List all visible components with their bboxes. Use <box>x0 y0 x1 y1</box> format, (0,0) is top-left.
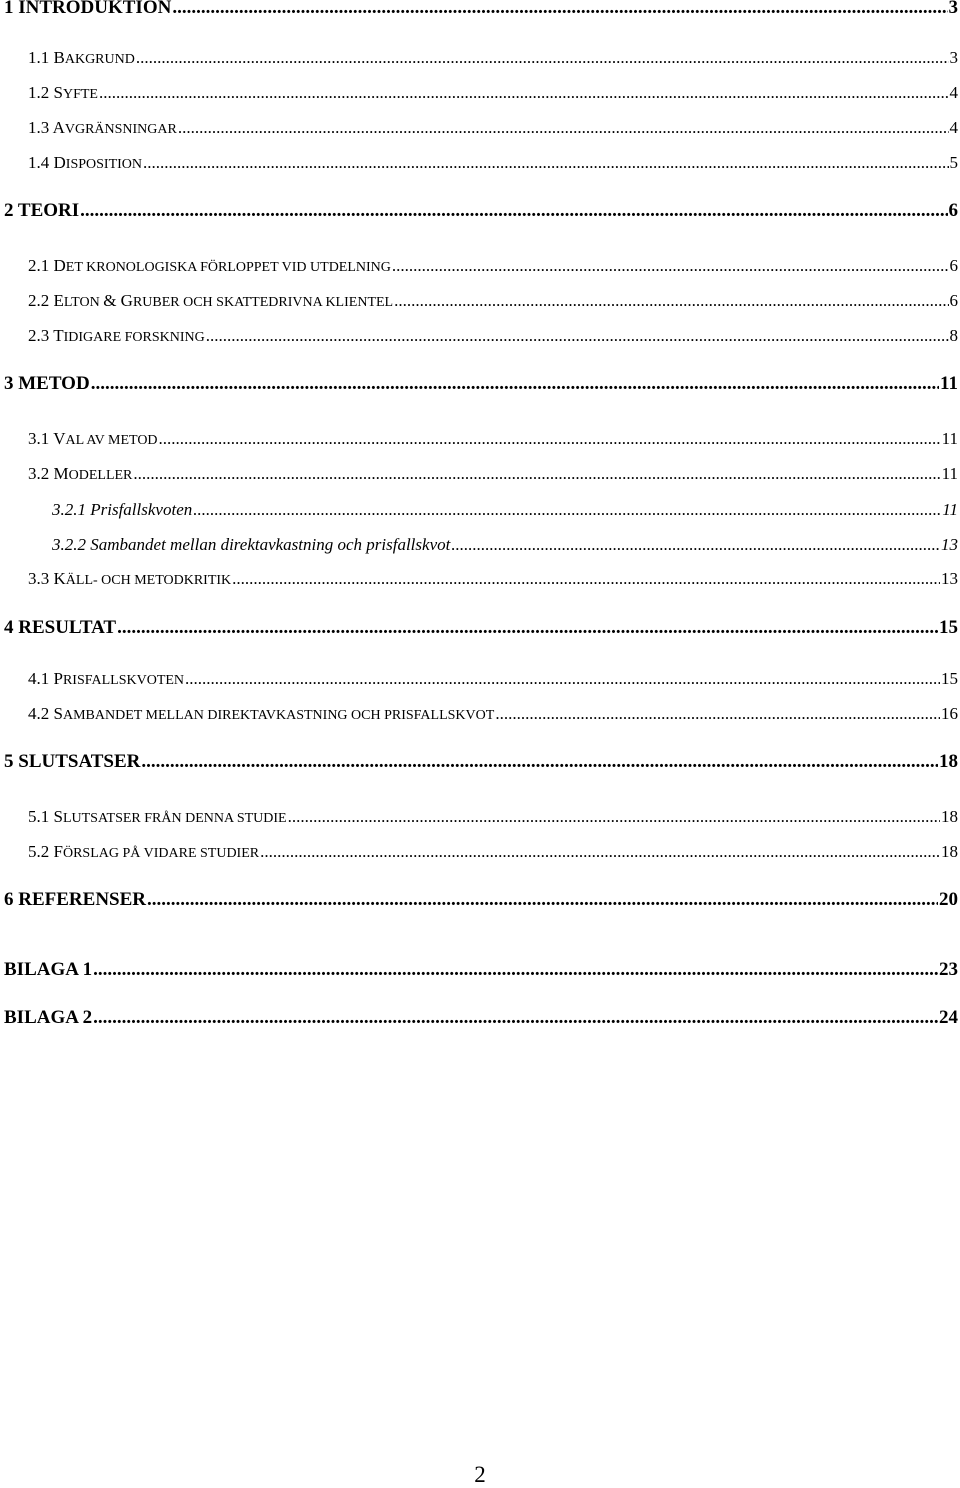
toc-entry-number: 5 <box>4 751 14 772</box>
toc-entry-number: 1.3 <box>28 118 50 137</box>
toc-entry-title-initial: S <box>53 807 63 826</box>
toc-entry-3-2-1[interactable] <box>52 494 958 520</box>
toc-entry-title: ÄLL- OCH METODKRITIK <box>65 573 232 588</box>
toc-leader-dots <box>159 429 941 449</box>
toc-entry-title: RESULTAT <box>18 617 117 638</box>
toc-leader-dots <box>193 500 941 520</box>
toc-entry-title-initial: E <box>53 291 64 310</box>
toc-entry-title: RISFALLSKVOTEN <box>62 673 185 688</box>
toc-leader-dots <box>143 153 948 173</box>
toc-entry-title-initial: B <box>53 48 65 67</box>
toc-entry-page: 8 <box>949 326 958 345</box>
toc-entry-number: 2.1 <box>28 256 50 275</box>
toc-entry-page: 18 <box>941 807 958 826</box>
toc-entry-4-1[interactable] <box>28 663 958 689</box>
toc-leader-dots <box>133 464 940 484</box>
toc-entry-number: 3.3 <box>28 569 50 588</box>
toc-entry-2-3[interactable] <box>28 320 958 346</box>
toc-entry-1-1[interactable] <box>28 42 958 68</box>
toc-leader-dots <box>185 669 940 689</box>
toc-entry-2-2[interactable] <box>28 285 958 311</box>
toc-leader-dots <box>392 256 949 276</box>
toc-entry-number: 6 <box>4 889 14 910</box>
toc-leader-dots <box>93 1007 938 1029</box>
toc-entry-page: 20 <box>939 889 958 910</box>
toc-entry-title: TEORI <box>17 200 80 221</box>
toc-entry-1-4[interactable] <box>28 147 958 173</box>
toc-entry-page: 11 <box>941 429 958 448</box>
toc-entry-number: 1.4 <box>28 153 50 172</box>
toc-entry-number: 1 <box>4 0 14 18</box>
page-number: 2 <box>474 1462 486 1487</box>
toc-entry-number: 4.2 <box>28 704 50 723</box>
toc-entry-page: 11 <box>941 464 958 483</box>
toc-entry-number: 3 <box>4 373 14 394</box>
toc-entry-title: VGRÄNSNINGAR <box>64 122 177 137</box>
toc-leader-dots <box>495 704 940 724</box>
toc-entry-title-part: RUBER OCH SKATTEDRIVNA KLIENTEL <box>132 295 394 310</box>
toc-entry-number: 3.1 <box>28 429 50 448</box>
toc-leader-dots <box>172 0 947 19</box>
toc-entry-title-part: & G <box>103 291 133 310</box>
toc-entry-title-initial: T <box>53 326 64 345</box>
toc-entry-title: AKGRUND <box>64 52 135 67</box>
toc-leader-dots <box>136 48 949 68</box>
toc-entry-title: ET KRONOLOGISKA FÖRLOPPET VID UTDELNING <box>65 260 391 275</box>
toc-entry-2[interactable] <box>4 196 958 222</box>
toc-entry-page: 15 <box>939 617 958 638</box>
toc-entry-title: YFTE <box>62 87 98 102</box>
toc-entry-page: 5 <box>949 153 958 172</box>
toc-entry-title: LUTSATSER FRÅN DENNA STUDIE <box>62 811 287 826</box>
toc-entry-title-initial: D <box>53 153 66 172</box>
toc-entry-title-initial: V <box>53 429 66 448</box>
toc-entry-number: 3.2.1 <box>52 500 86 519</box>
toc-entry-page: 24 <box>939 1007 958 1028</box>
toc-leader-dots <box>260 842 940 862</box>
toc-entry-5[interactable] <box>4 747 958 773</box>
toc-entry-page: 4 <box>949 118 958 137</box>
toc-entry-title-initial: S <box>53 83 63 102</box>
toc-entry-number: 4.1 <box>28 669 50 688</box>
toc-entry-number: 1.1 <box>28 48 50 67</box>
toc-entry-title: Sambandet mellan direktavkastning och prisfallskvot <box>90 535 451 554</box>
toc-entry-1-3[interactable] <box>28 112 958 138</box>
toc-leader-dots <box>93 959 938 981</box>
toc-leader-dots <box>80 200 947 222</box>
toc-entry-page: 23 <box>939 959 958 980</box>
toc-entry-1[interactable] <box>4 0 958 19</box>
toc-entry-number: 2.3 <box>28 326 50 345</box>
toc-entry-number: 2.2 <box>28 291 50 310</box>
toc-entry-page: 6 <box>948 200 958 221</box>
toc-entry-page: 3 <box>948 0 958 18</box>
toc-entry-bilaga-2[interactable] <box>4 1003 958 1029</box>
toc-entry-4[interactable] <box>4 613 958 639</box>
toc-entry-number: 3.2.2 <box>52 535 86 554</box>
toc-entry-number: 5.1 <box>28 807 50 826</box>
toc-entry-number: 1.2 <box>28 83 50 102</box>
toc-entry-page: 16 <box>941 704 958 723</box>
toc-entry-4-2[interactable] <box>28 698 958 724</box>
toc-leader-dots <box>141 751 938 773</box>
toc-entry-number: 2 <box>4 200 14 221</box>
toc-entry-title: ÖRSLAG PÅ VIDARE STUDIER <box>62 846 260 861</box>
toc-entry-2-1[interactable] <box>28 250 958 276</box>
toc-entry-5-1[interactable] <box>28 801 958 827</box>
toc-leader-dots <box>451 535 940 555</box>
toc-entry-number: 3.2 <box>28 464 50 483</box>
toc-entry-page: 13 <box>941 569 958 588</box>
toc-entry-page: 18 <box>939 751 958 772</box>
toc-entry-title: AMBANDET MELLAN DIREKTAVKASTNING OCH PRISFALLSKVOT <box>62 708 495 723</box>
toc-entry-title: IDIGARE FORSKNING <box>63 330 205 345</box>
toc-leader-dots <box>206 326 949 346</box>
toc-entry-page: 4 <box>949 83 958 102</box>
toc-entry-3[interactable] <box>4 369 958 395</box>
toc-entry-6[interactable] <box>4 885 958 911</box>
toc-entry-page: 6 <box>949 291 958 310</box>
toc-entry-page: 18 <box>941 842 958 861</box>
toc-entry-title-initial: M <box>53 464 69 483</box>
toc-leader-dots <box>147 889 938 911</box>
toc-entry-title: BILAGA 1 <box>4 959 93 980</box>
toc-entry-title-initial: A <box>52 118 65 137</box>
toc-entry-page: 3 <box>949 48 958 67</box>
toc-entry-number: 4 <box>4 617 14 638</box>
toc-entry-title: ISPOSITION <box>65 157 143 172</box>
toc-entry-3-1[interactable] <box>28 423 958 449</box>
toc-entry-page: 6 <box>949 256 958 275</box>
toc-entry-title: INTRODUKTION <box>18 0 172 18</box>
toc-leader-dots <box>288 807 940 827</box>
toc-entry-title-initial: P <box>53 669 63 688</box>
toc-entry-title: REFERENSER <box>18 889 146 910</box>
toc-entry-5-2[interactable] <box>28 836 958 862</box>
toc-entry-title: SLUTSATSER <box>18 751 141 772</box>
toc-leader-dots <box>99 83 949 103</box>
toc-entry-bilaga-1[interactable] <box>4 955 958 981</box>
toc-entry-title-initial: F <box>53 842 63 861</box>
toc-entry-page: 15 <box>941 669 958 688</box>
toc-entry-title: LTON <box>63 295 104 310</box>
toc-entry-title: BILAGA 2 <box>4 1007 93 1028</box>
toc-entry-number: 5.2 <box>28 842 50 861</box>
toc-entry-page: 11 <box>942 500 958 519</box>
toc-entry-3-2-2[interactable] <box>52 529 958 555</box>
toc-entry-title-initial: D <box>53 256 66 275</box>
toc-entry-3-3[interactable] <box>28 563 958 589</box>
toc-entry-title: ODELLER <box>68 468 133 483</box>
toc-leader-dots <box>178 118 949 138</box>
toc-entry-title-initial: S <box>53 704 63 723</box>
toc-leader-dots <box>117 617 938 639</box>
toc-entry-title: METOD <box>18 373 90 394</box>
toc-entry-title-initial: K <box>53 569 66 588</box>
toc-entry-page: 13 <box>941 535 958 554</box>
toc-entry-page: 11 <box>940 373 958 394</box>
toc-entry-1-2[interactable] <box>28 77 958 103</box>
toc-leader-dots <box>394 291 948 311</box>
toc-entry-title: AL AV METOD <box>65 433 158 448</box>
toc-leader-dots <box>91 373 939 395</box>
toc-entry-title: Prisfallskvoten <box>90 500 193 519</box>
toc-leader-dots <box>232 569 940 589</box>
toc-entry-3-2[interactable] <box>28 458 958 484</box>
